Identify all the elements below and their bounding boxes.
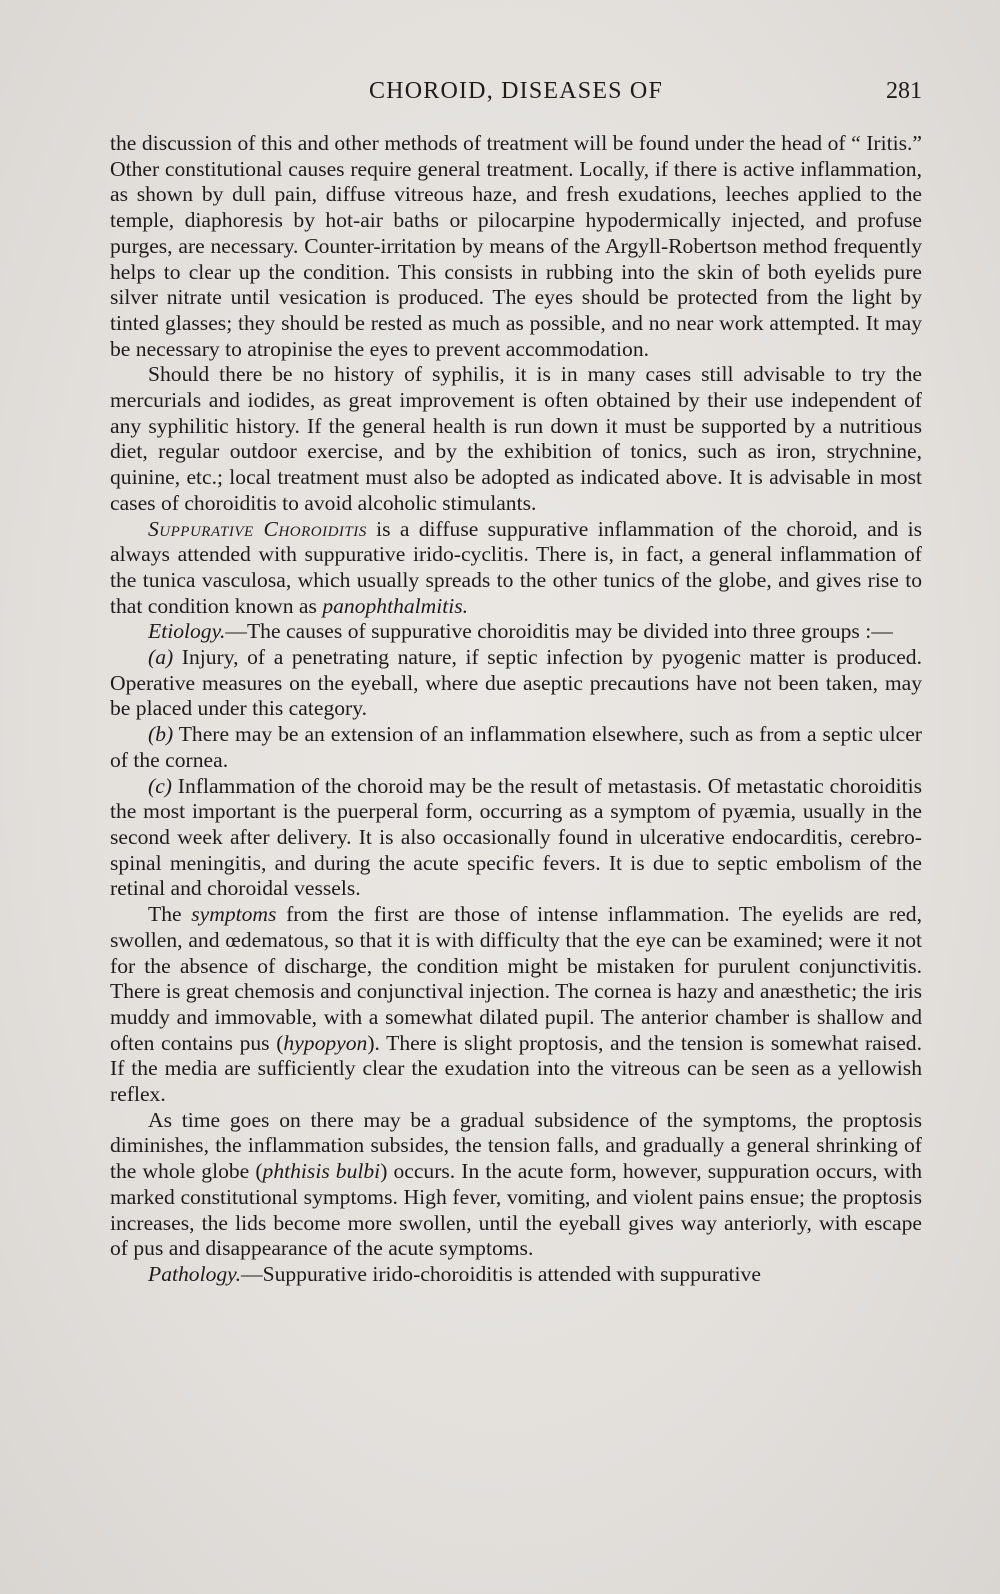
paragraph-pathology — [110, 1262, 922, 1288]
body-text — [110, 131, 922, 1288]
page-header — [110, 78, 922, 110]
paragraph-text: —The causes of suppurative choroiditis may be divided into three groups :— — [225, 619, 893, 644]
paragraph-text: from the first are those of intense inflammation. The eyelids are red, swollen, and œdematous, so that it is with difficulty that the eye can be examined; were it not for the absence of discharge, the condition might be mistaken for purulent conjunctivitis. There is great chemosis and conjunctival injection. The cornea is hazy and anæsthetic; the iris muddy and immovable, with a somewhat dilated pupil. The anterior chamber is shallow and often contains pus ( — [110, 902, 922, 1055]
paragraph-syphilis: Should there be no history of syphilis, it is in many cases still advisable to try the mercurials and iodides, as great improvement is often obtained by their use independent of any syphilitic history. If the general health is run down it must be supported by a nutritious diet, regular outdoor exercise, and by the exhibition of tonics, such as iron, strychnine, quinine, etc.; local treatment must also be adopted as indicated above. It is advisable in most cases of choroiditis to avoid alcoholic stimulants. — [110, 362, 922, 515]
paragraph-text: As time goes on there may be a gradual subsidence of the symptoms, the proptosis diminishes, the inflammation subsides, the tension falls, and gradually a general shrinking of the whole globe ( — [110, 1107, 922, 1184]
paragraph-text: is a diffuse suppurative inflammation of the choroid, and is always attended with suppurative irido-cyclitis. There is, in fact, a general inflammation of the tunica vasculosa, which usually spreads to the other tunics of the globe, and gives rise to that condition known as — [110, 516, 922, 618]
term-phthisis-bulbi: phthisis bulbi — [262, 1159, 381, 1184]
list-item-a — [110, 645, 922, 722]
section-heading-suppurative-choroiditis: Suppurative Choroiditis — [148, 516, 367, 541]
paragraph-text: The — [148, 902, 192, 927]
paragraph-text: —Suppurative irido-choroiditis is attended with suppurative — [240, 1261, 761, 1286]
paragraph-suppurative-choroiditis — [110, 517, 922, 620]
list-item-c — [110, 774, 922, 903]
term-hypopyon: hypopyon — [283, 1030, 368, 1055]
list-item-text: Injury, of a penetrating nature, if septic infection by pyogenic matter is produced. Operative measures on the eyeball, where due aseptic precautions have not been taken, may be placed under this category. — [110, 645, 922, 721]
list-item-text: Inflammation of the choroid may be the result of metastasis. Of metastatic choroiditis the most important is the puerperal form, occurring as a symptom of pyæmia, usually in the second week after delivery. It is also occasionally found in ulcerative endocarditis, cerebro-spinal meningitis, and during the acute specific fevers. It is due to septic embolism of the retinal and choroidal vessels. — [110, 773, 922, 901]
paragraph-text: ) occurs. In the acute form, however, suppuration occurs, with marked constitutional symptoms. High fever, vomiting, and violent pains ensue; the proptosis increases, the lids become more swollen, until the eyeball gives way anteriorly, with escape of pus and disappearance of the acute symptoms. — [110, 1159, 923, 1261]
term-panophthalmitis: panophthalmitis. — [322, 593, 469, 618]
paragraph-treatment-continued: the discussion of this and other methods of treatment will be found under the head of “ Iritis.” Other constitutional causes require general treatment. Locally, if there is active inflammation, as shown by dull pain, diffuse vitreous haze, and fresh exudations, leeches applied to the temple, diaphoresis by hot-air baths or pilocarpine hypodermically injected, and profuse purges, are necessary. Counter-irritation by means of the Argyll-Robertson method frequently helps to clear up the condition. This consists in rubbing into the skin of both eyelids pure silver nitrate until vesication is produced. The eyes should be protected from the light by tinted glasses; they should be rested as much as possible, and no near work attempted. It may be necessary to atropinise the eyes to prevent accommodation. — [110, 131, 922, 361]
list-label-a: (a) — [148, 645, 174, 670]
subheading-pathology: Pathology. — [148, 1261, 241, 1286]
running-head: CHOROID, DISEASES OF — [368, 78, 664, 104]
paragraph-symptoms — [110, 902, 922, 1108]
subheading-etiology: Etiology. — [148, 619, 226, 644]
paragraph-text: ). There is slight proptosis, and the tension is somewhat raised. If the media are sufficiently clear the exudation into the vitreous can be seen as a yellowish reflex. — [110, 1030, 922, 1107]
list-label-c: (c) — [148, 773, 172, 798]
page-number: 281 — [886, 78, 922, 104]
term-symptoms: symptoms — [191, 902, 277, 927]
list-label-b: (b) — [148, 722, 174, 747]
paragraph-progression — [110, 1108, 922, 1262]
paragraph-etiology — [110, 619, 922, 645]
list-item-text: There may be an extension of an inflammation elsewhere, such as from a septic ulcer of the cornea. — [110, 722, 922, 772]
list-item-b — [110, 722, 922, 773]
